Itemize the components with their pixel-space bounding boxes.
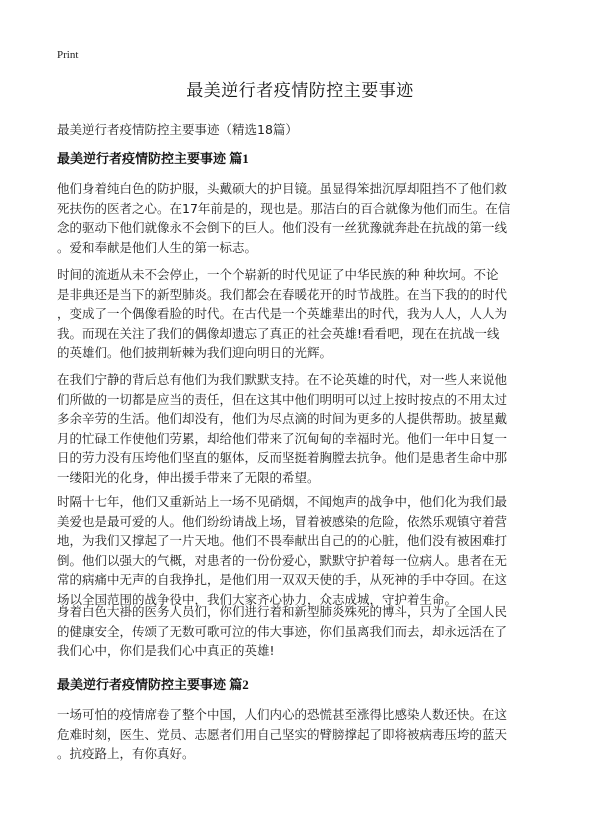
text-line: 。爱和奉献是他们人生的第一标志。: [57, 239, 258, 255]
text-line: 一缕阳光的化身，伸出援手带来了无限的希望。: [57, 469, 320, 485]
section-heading-1: 最美逆行者疫情防控主要事迹 篇1: [57, 151, 249, 166]
text-line: ，变成了一个偶像看脸的时代。在古代是一个英雄辈出的时代，我为人人，人人为: [57, 306, 508, 322]
document-subtitle: 最美逆行者疫情防控主要事迹（精选18篇）: [57, 122, 298, 137]
text-line: 们所做的一切都是应当的责任，但在这其中他们明明可以过上按时按点的不用太过: [57, 391, 508, 407]
text-line: 在我们宁静的背后总有他们为我们默默支持。在不论英雄的时代，对一些人来说他: [57, 372, 508, 387]
text-line: 死扶伤的医者之心。在17年前是的，现也是。那洁白的百合就像为他们而生。在信: [57, 200, 511, 216]
paragraph-1-4: [57, 492, 547, 610]
paragraph-2-1: [57, 705, 547, 764]
paragraph-1-5: [57, 602, 547, 661]
text-line: 地，为我们又撑起了一片天地。他们不畏奉献出自己的的心脏，他们没有被困难打: [57, 533, 508, 549]
text-line: 美爱也是最可爱的人。他们纷纷请战上场，冒着被感染的危险，依然乐观镇守着营: [57, 513, 508, 529]
document-title: 最美逆行者疫情防控主要事迹: [186, 81, 414, 101]
text-line: 的健康安全，传颂了无数可歌可泣的伟大事迹，你们虽离我们而去，却永远活在了: [57, 623, 508, 639]
section-heading-2: 最美逆行者疫情防控主要事迹 篇2: [57, 677, 249, 692]
text-line: 我们心中，你们是我们心中真正的英雄!: [57, 643, 275, 659]
paragraph-1-3: [57, 370, 547, 488]
text-line: 一场可怕的疫情席卷了整个中国，人们内心的恐慌甚至涨得比感染人数还快。在这: [57, 707, 508, 722]
text-line: 。抗疫路上，有你真好。: [57, 746, 195, 762]
text-line: 场以全国范围的战争役中，我们大家齐心协力，众志成城，守护着生命。: [57, 591, 458, 607]
text-line: 身着白色大褂的医务人员们，你们进行着和新型肺炎殊死的博斗，只为了全国人民: [57, 604, 508, 619]
text-line: 是非典还是当下的新型肺炎。我们都会在春暖花开的时节战胜。在当下我的的时代: [57, 286, 508, 302]
text-line: 的英雄们。他们披荆斩棘为我们迎向明日的光辉。: [57, 345, 333, 361]
text-line: 时间的流逝从未不会停止，一个个崭新的时代见证了中华民族的种 种坎坷。不论: [57, 267, 499, 282]
paragraph-1-2: [57, 265, 547, 363]
text-line: 时隔十七年，他们又重新站上一场不见硝烟，不闻炮声的战争中，他们化为我们最: [57, 494, 508, 509]
text-line: 我。而现在关注了我们的偶像却遗忘了真正的社会英雄!看看吧，现在在抗战一线: [57, 325, 500, 341]
text-line: 念的驱动下他们就像永不会倒下的巨人。他们没有一丝犹豫就奔赴在抗战的第一线: [57, 220, 508, 236]
text-line: 他们身着纯白色的防护服，头戴硕大的护目镜。虽显得笨拙沉厚却阻挡不了他们救: [57, 181, 508, 196]
text-line: 倒。他们以强大的气概，对患者的一份份爱心，默默守护着每一位病人。患者在无: [57, 552, 508, 568]
text-line: 多余辛劳的生活。他们却没有，他们为尽点滴的时间为更多的人提供帮助。披星戴: [57, 411, 508, 427]
text-line: 常的病痛中无声的自我挣扎，是他们用一双双天使的手，从死神的手中夺回。在这: [57, 572, 508, 588]
text-line: 月的忙碌工作使他们劳累，却给他们带来了沉甸甸的幸福时光。他们一年中日复一: [57, 430, 508, 446]
text-line: 日的劳力没有压垮他们坚直的躯体，反而坚挺着胸膛去抗争。他们是患者生命中那: [57, 450, 508, 466]
print-link[interactable]: Print: [57, 49, 79, 61]
paragraph-1-1: [57, 179, 547, 257]
text-line: 危难时刻，医生、党员、志愿者们用自己坚实的臂膀撑起了即将被病毒压垮的蓝天: [57, 726, 508, 742]
